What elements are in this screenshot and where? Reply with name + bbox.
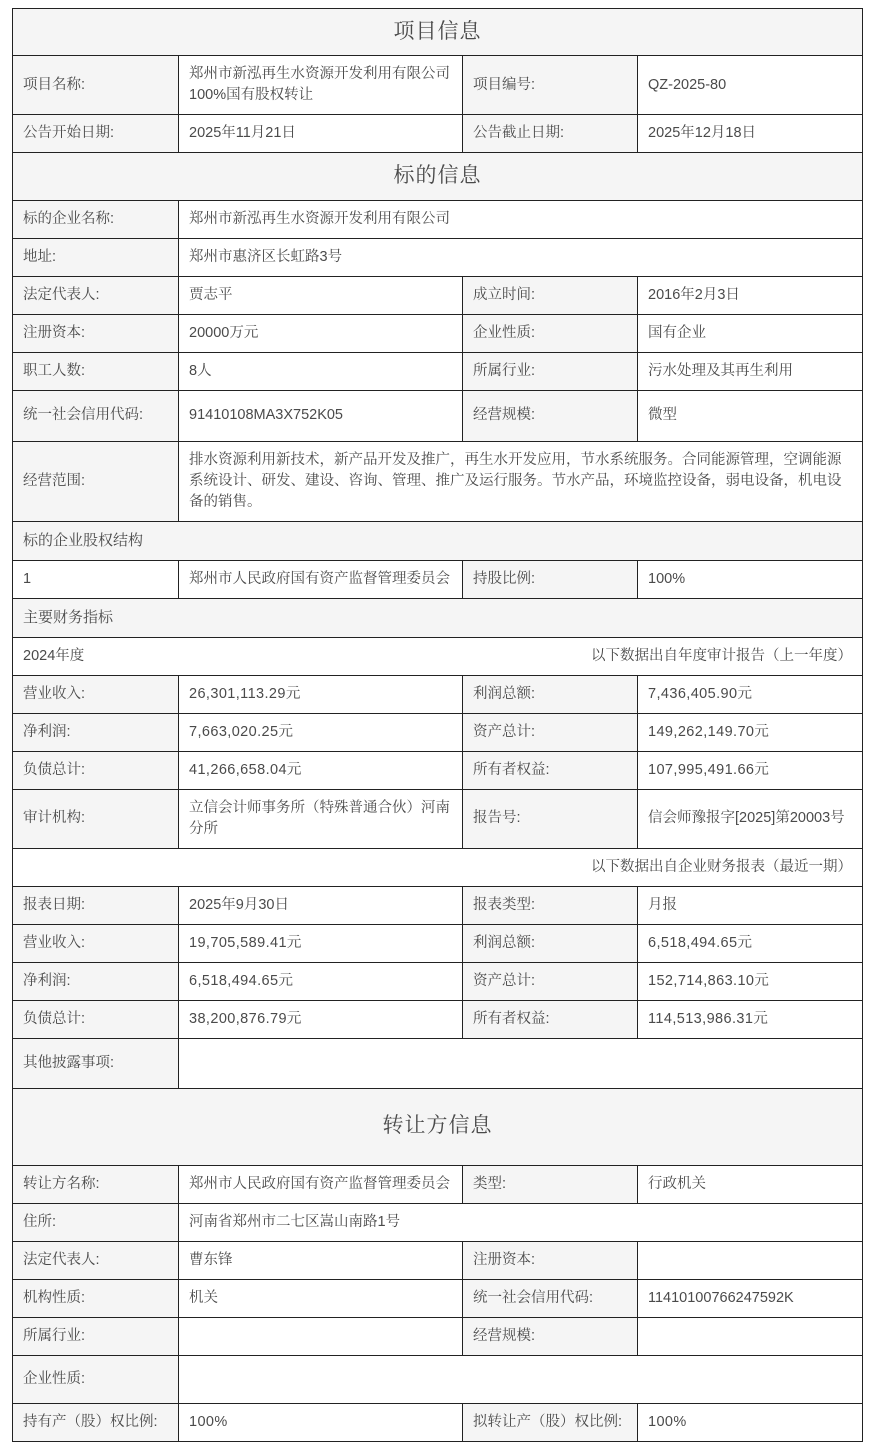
label-found-date: 成立时间: bbox=[463, 276, 638, 314]
subheader-financial-indicators: 主要财务指标 bbox=[13, 598, 863, 637]
subheader-equity-structure: 标的企业股权结构 bbox=[13, 522, 863, 561]
value-org-nature: 机关 bbox=[179, 1280, 463, 1318]
table-row bbox=[13, 1000, 863, 1038]
value-transferor-industry bbox=[179, 1318, 463, 1356]
value-transferor-capital bbox=[638, 1242, 863, 1280]
value-audited-revenue: 26,301,113.29元 bbox=[179, 675, 463, 713]
value-recent-total-assets: 152,714,863.10元 bbox=[638, 962, 863, 1000]
label-transferor-capital: 注册资本: bbox=[463, 1242, 638, 1280]
value-business-scale: 微型 bbox=[638, 391, 863, 442]
value-report-date: 2025年9月30日 bbox=[179, 886, 463, 924]
table-row bbox=[13, 886, 863, 924]
value-announce-end: 2025年12月18日 bbox=[638, 115, 863, 153]
label-other-disclosure: 其他披露事项: bbox=[13, 1038, 179, 1088]
value-audited-owners-equity: 107,995,491.66元 bbox=[638, 751, 863, 789]
label-report-number: 报告号: bbox=[463, 789, 638, 848]
value-project-name: 郑州市新泓再生水资源开发利用有限公司100%国有股权转让 bbox=[179, 56, 463, 115]
label-transferor-credit-code: 统一社会信用代码: bbox=[463, 1280, 638, 1318]
label-business-scale: 经营规模: bbox=[463, 391, 638, 442]
value-recent-revenue: 19,705,589.41元 bbox=[179, 924, 463, 962]
value-report-number: 信会师豫报字[2025]第20003号 bbox=[638, 789, 863, 848]
table-row bbox=[13, 1318, 863, 1356]
label-registered-capital: 注册资本: bbox=[13, 314, 179, 352]
label-employee-count: 职工人数: bbox=[13, 352, 179, 390]
label-transferor-enterprise-nature: 企业性质: bbox=[13, 1356, 179, 1404]
table-row bbox=[13, 56, 863, 115]
label-transferor-address: 住所: bbox=[13, 1204, 179, 1242]
table-row bbox=[13, 713, 863, 751]
table-row bbox=[13, 962, 863, 1000]
value-project-code: QZ-2025-80 bbox=[638, 56, 863, 115]
value-employee-count: 8人 bbox=[179, 352, 463, 390]
value-audited-net-profit: 7,663,020.25元 bbox=[179, 713, 463, 751]
label-transferor-name: 转让方名称: bbox=[13, 1166, 179, 1204]
section-title-project-info: 项目信息 bbox=[13, 9, 863, 56]
label-audited-net-profit: 净利润: bbox=[13, 713, 179, 751]
value-subject-address: 郑州市惠济区长虹路3号 bbox=[179, 238, 863, 276]
label-recent-total-liabilities: 负债总计: bbox=[13, 1000, 179, 1038]
table-row bbox=[13, 560, 863, 598]
table-row bbox=[13, 637, 863, 675]
value-subject-company: 郑州市新泓再生水资源开发利用有限公司 bbox=[179, 200, 863, 238]
label-held-ratio: 持有产（股）权比例: bbox=[13, 1404, 179, 1442]
value-legal-rep: 贾志平 bbox=[179, 276, 463, 314]
table-row bbox=[13, 115, 863, 153]
value-other-disclosure bbox=[179, 1038, 863, 1088]
table-row bbox=[13, 352, 863, 390]
value-transferor-name: 郑州市人民政府国有资产监督管理委员会 bbox=[179, 1166, 463, 1204]
label-audited-total-assets: 资产总计: bbox=[463, 713, 638, 751]
audited-year-label: 2024年度 bbox=[23, 647, 85, 664]
value-found-date: 2016年2月3日 bbox=[638, 276, 863, 314]
table-row bbox=[13, 1280, 863, 1318]
section-header-row bbox=[13, 1088, 863, 1165]
table-row bbox=[13, 1038, 863, 1088]
table-row bbox=[13, 314, 863, 352]
label-transferor-legal-rep: 法定代表人: bbox=[13, 1242, 179, 1280]
label-business-scope: 经营范围: bbox=[13, 442, 179, 522]
label-project-name: 项目名称: bbox=[13, 56, 179, 115]
value-transferor-address: 河南省郑州市二七区嵩山南路1号 bbox=[179, 1204, 863, 1242]
value-auditor: 立信会计师事务所（特殊普通合伙）河南分所 bbox=[179, 789, 463, 848]
label-subject-company: 标的企业名称: bbox=[13, 200, 179, 238]
table-row bbox=[13, 789, 863, 848]
label-announce-start: 公告开始日期: bbox=[13, 115, 179, 153]
subheader-row bbox=[13, 598, 863, 637]
value-held-ratio: 100% bbox=[179, 1404, 463, 1442]
value-transfer-ratio: 100% bbox=[638, 1404, 863, 1442]
shareholder-index bbox=[13, 560, 179, 598]
value-transferor-enterprise-nature bbox=[179, 1356, 863, 1404]
table-row bbox=[13, 442, 863, 522]
section-header-row bbox=[13, 153, 863, 200]
table-row bbox=[13, 848, 863, 886]
label-recent-total-profit: 利润总额: bbox=[463, 924, 638, 962]
label-report-type: 报表类型: bbox=[463, 886, 638, 924]
label-audited-revenue: 营业收入: bbox=[13, 675, 179, 713]
label-recent-revenue: 营业收入: bbox=[13, 924, 179, 962]
value-transferor-credit-code: 11410100766247592K bbox=[638, 1280, 863, 1318]
table-row bbox=[13, 1404, 863, 1442]
label-org-nature: 机构性质: bbox=[13, 1280, 179, 1318]
value-shareholding-ratio: 100% bbox=[638, 560, 863, 598]
label-audited-total-liabilities: 负债总计: bbox=[13, 751, 179, 789]
value-audited-total-profit: 7,436,405.90元 bbox=[638, 675, 863, 713]
value-credit-code: 91410108MA3X752K05 bbox=[179, 391, 463, 442]
value-industry: 污水处理及其再生利用 bbox=[638, 352, 863, 390]
table-row bbox=[13, 1356, 863, 1404]
table-row bbox=[13, 751, 863, 789]
section-title-transferor-info: 转让方信息 bbox=[13, 1088, 863, 1165]
value-audited-total-liabilities: 41,266,658.04元 bbox=[179, 751, 463, 789]
project-disclosure-table bbox=[12, 8, 863, 1442]
table-row bbox=[13, 238, 863, 276]
label-recent-total-assets: 资产总计: bbox=[463, 962, 638, 1000]
value-transferor-legal-rep: 曹东锋 bbox=[179, 1242, 463, 1280]
label-report-date: 报表日期: bbox=[13, 886, 179, 924]
value-business-scope: 排水资源利用新技术，新产品开发及推广，再生水开发应用，节水系统服务。合同能源管理，空调能源系统设计、研发、建设、咨询、管理、推广及运行服务。节水产品，环境监控设备，弱电设备，机电设备的销售。 bbox=[179, 442, 863, 522]
table-row bbox=[13, 1166, 863, 1204]
table-row bbox=[13, 391, 863, 442]
value-registered-capital: 20000万元 bbox=[179, 314, 463, 352]
value-recent-total-profit: 6,518,494.65元 bbox=[638, 924, 863, 962]
label-enterprise-nature: 企业性质: bbox=[463, 314, 638, 352]
audited-year-note-row bbox=[13, 637, 863, 675]
value-recent-net-profit: 6,518,494.65元 bbox=[179, 962, 463, 1000]
recent-source-note: 以下数据出自企业财务报表（最近一期） bbox=[13, 848, 863, 886]
shareholder-index-number: 1 bbox=[23, 570, 32, 587]
label-project-code: 项目编号: bbox=[463, 56, 638, 115]
value-report-type: 月报 bbox=[638, 886, 863, 924]
label-legal-rep: 法定代表人: bbox=[13, 276, 179, 314]
value-recent-owners-equity: 114,513,986.31元 bbox=[638, 1000, 863, 1038]
label-audited-owners-equity: 所有者权益: bbox=[463, 751, 638, 789]
label-recent-owners-equity: 所有者权益: bbox=[463, 1000, 638, 1038]
table-row bbox=[13, 924, 863, 962]
table-row bbox=[13, 200, 863, 238]
value-shareholder-name: 郑州市人民政府国有资产监督管理委员会 bbox=[179, 560, 463, 598]
audited-source-note: 以下数据出自年度审计报告（上一年度） bbox=[591, 647, 852, 664]
label-transferor-industry: 所属行业: bbox=[13, 1318, 179, 1356]
table-row bbox=[13, 1204, 863, 1242]
table-row bbox=[13, 276, 863, 314]
value-enterprise-nature: 国有企业 bbox=[638, 314, 863, 352]
value-transferor-scale bbox=[638, 1318, 863, 1356]
value-recent-total-liabilities: 38,200,876.79元 bbox=[179, 1000, 463, 1038]
label-auditor: 审计机构: bbox=[13, 789, 179, 848]
label-transfer-ratio: 拟转让产（股）权比例: bbox=[463, 1404, 638, 1442]
table-row bbox=[13, 675, 863, 713]
value-transferor-type: 行政机关 bbox=[638, 1166, 863, 1204]
label-audited-total-profit: 利润总额: bbox=[463, 675, 638, 713]
value-announce-start: 2025年11月21日 bbox=[179, 115, 463, 153]
section-header-row bbox=[13, 9, 863, 56]
subheader-row bbox=[13, 522, 863, 561]
label-announce-end: 公告截止日期: bbox=[463, 115, 638, 153]
label-industry: 所属行业: bbox=[463, 352, 638, 390]
label-recent-net-profit: 净利润: bbox=[13, 962, 179, 1000]
label-credit-code: 统一社会信用代码: bbox=[13, 391, 179, 442]
table-row bbox=[13, 1242, 863, 1280]
label-transferor-scale: 经营规模: bbox=[463, 1318, 638, 1356]
label-transferor-type: 类型: bbox=[463, 1166, 638, 1204]
label-subject-address: 地址: bbox=[13, 238, 179, 276]
section-title-subject-info: 标的信息 bbox=[13, 153, 863, 200]
label-shareholding-ratio: 持股比例: bbox=[463, 560, 638, 598]
value-audited-total-assets: 149,262,149.70元 bbox=[638, 713, 863, 751]
